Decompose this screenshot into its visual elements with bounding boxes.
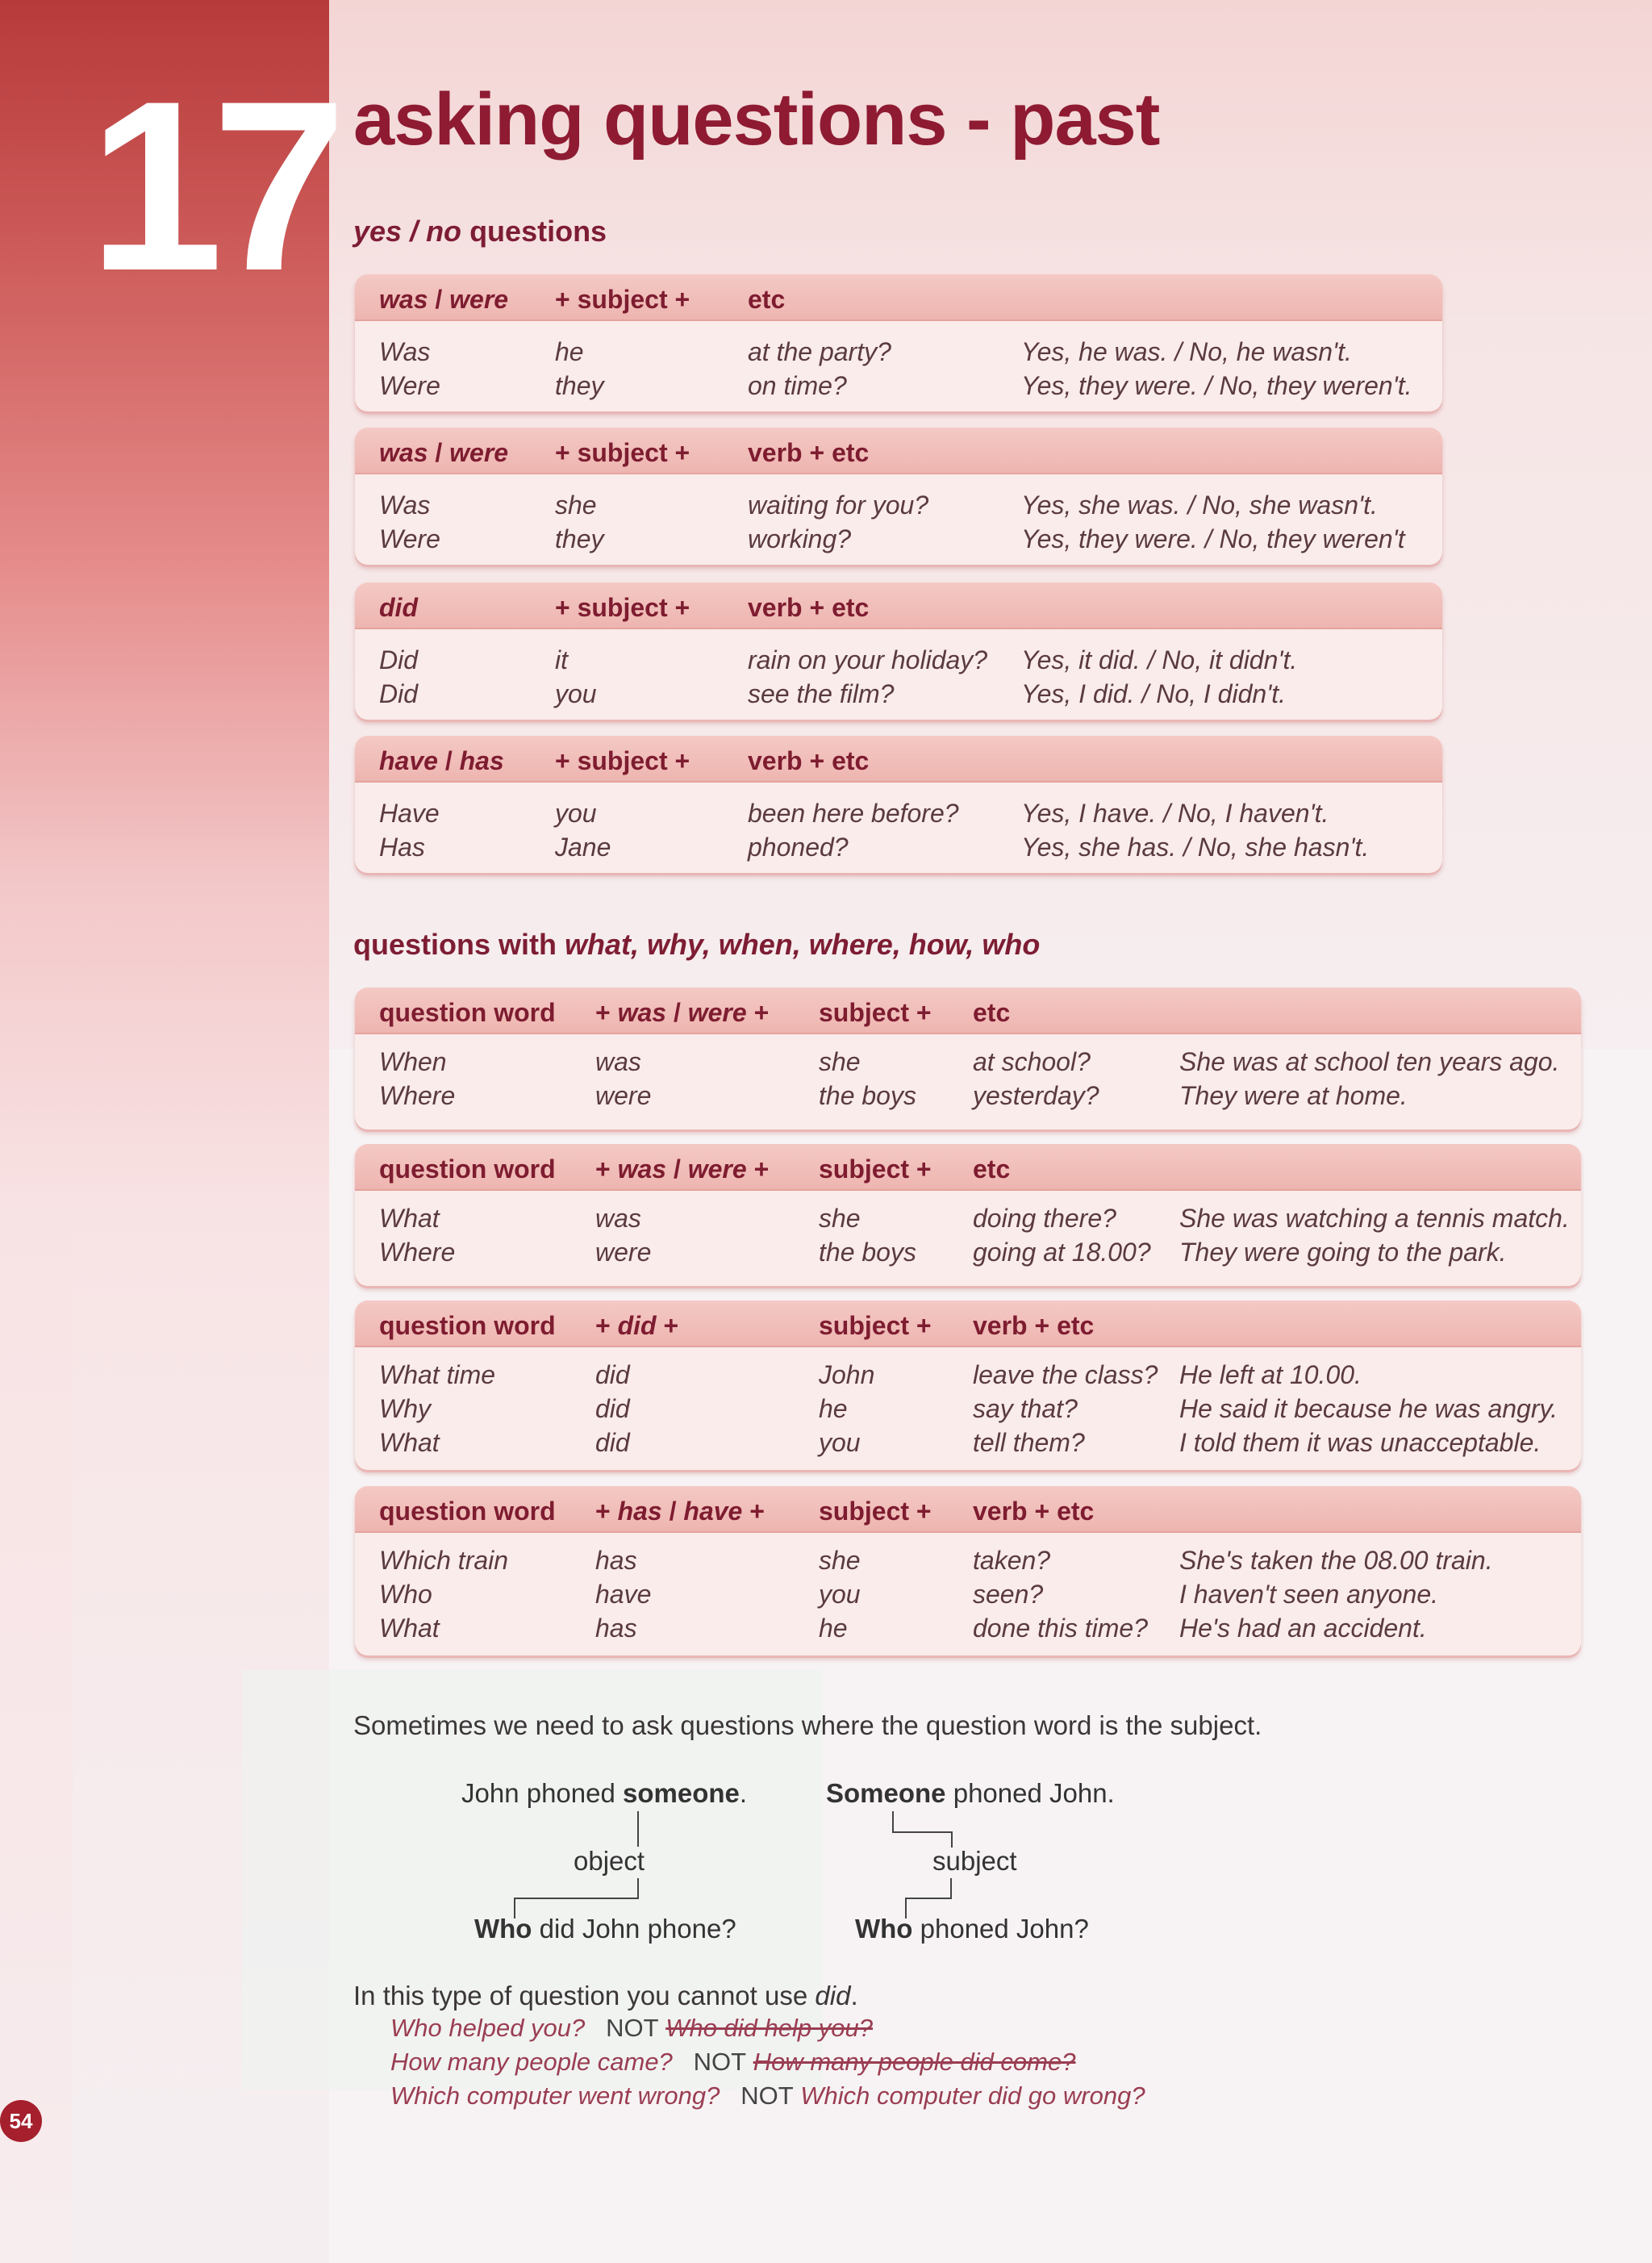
header-subject: subject + (819, 998, 932, 1027)
table-cell: I told them it was unacceptable. (1179, 1428, 1541, 1457)
table-cell: I haven't seen anyone. (1179, 1580, 1439, 1609)
header-subject: subject + (819, 1311, 932, 1340)
table-cell: Jane (555, 833, 611, 862)
subject-intro: Sometimes we need to ask questions where the question word is the subject. (353, 1710, 1262, 1740)
table-cell: she (555, 491, 597, 520)
table-cell: What (379, 1204, 440, 1233)
table-cell: They were going to the park. (1179, 1238, 1507, 1267)
table-cell: she (819, 1204, 861, 1233)
table-cell: working? (748, 524, 852, 553)
table-cell: rain on your holiday? (748, 645, 988, 674)
correct-example: Which computer went wrong? (390, 2081, 720, 2110)
example-line (390, 2014, 873, 2043)
table-cell: at the party? (748, 337, 891, 366)
table-cell: He left at 10.00. (1179, 1360, 1362, 1389)
table-cell: He's had an accident. (1179, 1614, 1427, 1643)
header-plus: + (595, 1497, 618, 1526)
section-heading-yes-no (353, 215, 607, 248)
table-cell: Yes, she has. / No, she hasn't. (1021, 833, 1370, 862)
table-cell: What time (379, 1360, 496, 1389)
table-cell: the boys (819, 1238, 916, 1267)
table-cell: What (379, 1614, 440, 1643)
connector-line (905, 1898, 952, 1899)
header-subject: + subject + (555, 746, 690, 775)
sentence-bold: someone (623, 1778, 740, 1808)
table-cell: Where (379, 1081, 456, 1110)
object-sentence (461, 1778, 747, 1809)
note-text: . (850, 1981, 858, 2010)
question-bold: Who (474, 1914, 532, 1944)
table-cell: Were (379, 371, 440, 400)
table-cell: Was (379, 337, 431, 366)
table-cell: you (819, 1428, 861, 1457)
chapter-number: 17 (89, 50, 336, 321)
header-subject: subject + (819, 1154, 932, 1184)
table-cell: Why (379, 1394, 431, 1423)
table-cell: you (555, 799, 597, 828)
table-cell: he (555, 337, 584, 366)
header-question-word: question word (379, 1311, 556, 1340)
table-header (355, 1144, 1581, 1191)
header-rest: verb + etc (973, 1311, 1095, 1340)
header-word: was (379, 438, 428, 467)
header-rest: etc (748, 285, 786, 314)
header-question-word: question word (379, 1154, 556, 1184)
table-cell: did (595, 1428, 630, 1457)
header-word: were (687, 1154, 747, 1184)
table-cell: Yes, it did. / No, it didn't. (1021, 645, 1298, 674)
page-number-badge: 54 (0, 2100, 42, 2142)
wrong-example: Who did help you? (665, 2014, 873, 2042)
table-cell: Yes, they were. / No, they weren't. (1021, 371, 1412, 400)
table-cell: Has (379, 833, 425, 862)
header-word: have (379, 746, 438, 775)
not-label: NOT (740, 2081, 794, 2110)
table-cell: He said it because he was angry. (1179, 1394, 1558, 1423)
header-subject: + subject + (555, 593, 690, 622)
table-cell: taken? (973, 1546, 1051, 1575)
header-word: has (617, 1497, 662, 1526)
header-subject: + subject + (555, 285, 690, 314)
table-cell: was (595, 1204, 641, 1233)
table-cell: you (819, 1580, 861, 1609)
header-rest: verb + etc (973, 1497, 1095, 1526)
table-header (355, 1301, 1581, 1347)
table-header (355, 1486, 1581, 1533)
wh-table (355, 1144, 1581, 1286)
table-cell: they (555, 524, 604, 553)
object-label: object (574, 1846, 645, 1876)
header-question-word: question word (379, 1497, 556, 1526)
header-sep: / (666, 998, 688, 1027)
table-header (355, 736, 1442, 783)
header-rest: verb + etc (748, 438, 870, 467)
table-cell: She was at school ten years ago. (1179, 1047, 1560, 1076)
table-header (355, 582, 1442, 629)
table-cell: was (595, 1047, 641, 1076)
table-cell: did (595, 1360, 630, 1389)
header-word: were (687, 998, 747, 1027)
table-cell: has (595, 1614, 637, 1643)
header-word: was (617, 1154, 667, 1184)
table-cell: What (379, 1428, 440, 1457)
table-cell: Was (379, 491, 431, 520)
table-cell: They were at home. (1179, 1081, 1408, 1110)
table-cell: seen? (973, 1580, 1044, 1609)
table-cell: done this time? (973, 1614, 1149, 1643)
table-cell: Yes, I have. / No, I haven't. (1021, 799, 1329, 828)
table-cell: Yes, she was. / No, she wasn't. (1021, 491, 1378, 520)
sentence-text: . (739, 1778, 748, 1808)
table-cell: Yes, they were. / No, they weren't (1021, 524, 1405, 553)
example-line (390, 2081, 1145, 2111)
section-heading-italic: what, why, when, where, how, who (565, 928, 1041, 961)
header-rest: etc (973, 998, 1011, 1027)
object-question (474, 1914, 736, 1944)
table-cell: Yes, he was. / No, he wasn't. (1021, 337, 1352, 366)
table-cell: you (555, 679, 597, 708)
table-cell: the boys (819, 1081, 916, 1110)
header-rest: verb + etc (748, 746, 870, 775)
section-heading-wh (353, 928, 1040, 962)
wrong-example: Which computer did go wrong? (800, 2081, 1145, 2110)
header-sep: / (437, 746, 460, 775)
table-cell: She was watching a tennis match. (1179, 1204, 1570, 1233)
table-cell: Who (379, 1580, 432, 1609)
table-cell: yesterday? (973, 1081, 1099, 1110)
table-cell: Where (379, 1238, 456, 1267)
table-cell: Did (379, 645, 419, 674)
wrong-example: How many people did come? (753, 2048, 1076, 2076)
header-plus: + (742, 1497, 765, 1526)
connector-line (637, 1811, 639, 1847)
table-cell: been here before? (748, 799, 959, 828)
table-cell: has (595, 1546, 637, 1575)
not-label: NOT (693, 2048, 747, 2076)
table-cell: say that? (973, 1394, 1078, 1423)
yn-table (355, 274, 1442, 411)
correct-example: How many people came? (390, 2048, 673, 2076)
table-cell: doing there? (973, 1204, 1116, 1233)
header-sep: / (428, 285, 450, 314)
header-plus: + (746, 1154, 770, 1184)
sentence-bold: Someone (826, 1778, 946, 1808)
question-text: did John phone? (532, 1914, 736, 1944)
table-cell: going at 18.00? (973, 1238, 1151, 1267)
table-cell: he (819, 1394, 848, 1423)
header-plus: + (746, 998, 770, 1027)
header-word: were (449, 285, 509, 314)
sentence-text: phoned John. (945, 1778, 1115, 1808)
table-cell: did (595, 1394, 630, 1423)
table-cell: have (595, 1580, 652, 1609)
wh-table (355, 1301, 1581, 1470)
header-rest: verb + etc (748, 593, 870, 622)
connector-line (892, 1811, 894, 1832)
connector-line (637, 1878, 639, 1899)
section-heading-text: questions with (353, 928, 565, 961)
header-word: were (449, 438, 509, 467)
table-header (355, 274, 1442, 321)
header-subject: subject + (819, 1497, 932, 1526)
header-word: have (683, 1497, 743, 1526)
correct-example: Who helped you? (390, 2014, 586, 2042)
table-cell: Did (379, 679, 419, 708)
header-plus: + (595, 1154, 618, 1184)
table-cell: Were (379, 524, 440, 553)
not-label: NOT (606, 2014, 659, 2042)
table-cell: were (595, 1081, 652, 1110)
yn-table (355, 582, 1442, 720)
table-header (355, 428, 1442, 474)
table-cell: she (819, 1546, 861, 1575)
table-cell: at school? (973, 1047, 1091, 1076)
table-cell: on time? (748, 371, 847, 400)
table-cell: she (819, 1047, 861, 1076)
yn-table (355, 736, 1442, 873)
table-cell: Have (379, 799, 440, 828)
wh-table (355, 987, 1581, 1129)
table-cell: see the film? (748, 679, 895, 708)
note-italic: did (815, 1981, 851, 2010)
subject-label: subject (932, 1846, 1017, 1876)
header-sep: / (428, 438, 450, 467)
table-cell: waiting for you? (748, 491, 929, 520)
table-cell: leave the class? (973, 1360, 1158, 1389)
question-text: phoned John? (912, 1914, 1089, 1944)
wh-table (355, 1486, 1581, 1655)
table-cell: She's taken the 08.00 train. (1179, 1546, 1493, 1575)
table-cell: Which train (379, 1546, 509, 1575)
example-line (390, 2048, 1075, 2077)
table-cell: John (819, 1360, 875, 1389)
table-cell: Yes, I did. / No, I didn't. (1021, 679, 1287, 708)
header-sep: / (666, 1154, 688, 1184)
table-cell: it (555, 645, 568, 674)
note-text: In this type of question you cannot use (353, 1981, 816, 2010)
header-word: was (379, 285, 428, 314)
header-subject: + subject + (555, 438, 690, 467)
question-bold: Who (855, 1914, 913, 1944)
connector-line (951, 1831, 953, 1848)
table-cell: he (819, 1614, 848, 1643)
header-plus: + (656, 1311, 679, 1340)
table-cell: they (555, 371, 604, 400)
connector-line (950, 1878, 952, 1899)
header-word: was (617, 998, 667, 1027)
subject-question (855, 1914, 1089, 1944)
subject-sentence (826, 1778, 1115, 1809)
header-rest: etc (973, 1154, 1011, 1184)
table-cell: phoned? (748, 833, 849, 862)
table-cell: When (379, 1047, 447, 1076)
connector-line (892, 1831, 953, 1833)
connector-line (514, 1898, 639, 1899)
section-heading-text: questions (461, 215, 607, 248)
header-question-word: question word (379, 998, 556, 1027)
header-plus: + (595, 1311, 618, 1340)
header-word: did (379, 593, 418, 622)
page-title: asking questions - past (353, 78, 1160, 161)
table-cell: were (595, 1238, 652, 1267)
section-heading-italic: yes / no (353, 215, 462, 248)
table-cell: tell them? (973, 1428, 1085, 1457)
yn-table (355, 428, 1442, 565)
header-word: has (459, 746, 504, 775)
sentence-text: John phoned (461, 1778, 624, 1808)
table-header (355, 987, 1581, 1034)
cannot-use-did (353, 1981, 858, 2011)
header-word: did (617, 1311, 657, 1340)
header-sep: / (661, 1497, 684, 1526)
header-plus: + (595, 998, 618, 1027)
